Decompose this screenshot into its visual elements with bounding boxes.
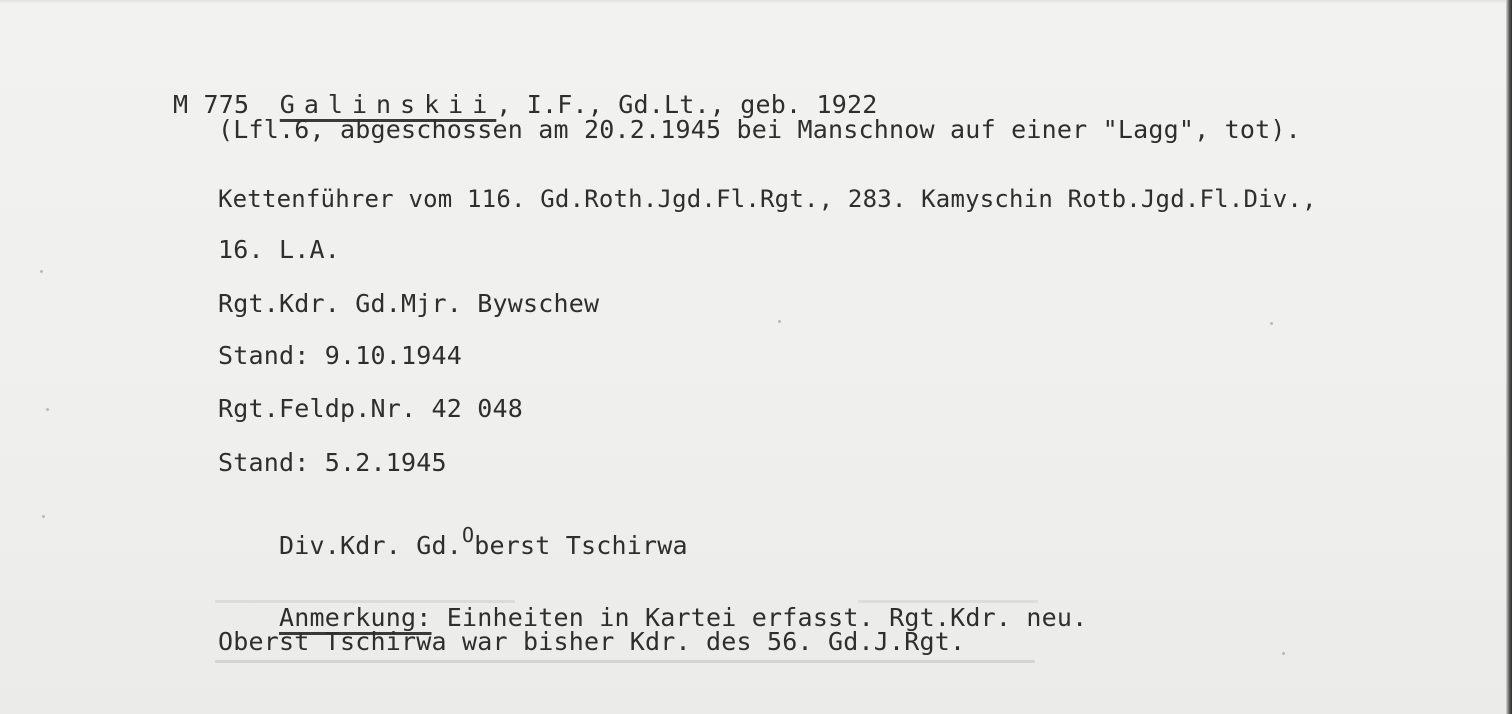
paper-speck: [42, 515, 45, 518]
paper-speck: [778, 320, 781, 323]
paper-speck: [40, 270, 43, 273]
line-9-superscript: O: [462, 523, 475, 547]
line-9-suffix: berst Tschirwa: [474, 531, 688, 560]
record-line-3: Kettenführer vom 116. Gd.Roth.Jgd.Fl.Rgt., 283. Kamyschin Rotb.Jgd.Fl.Div.,: [218, 185, 1317, 213]
record-line-2: (Lfl.6, abgeschossen am 20.2.1945 bei Manschnow auf einer "Lagg", tot).: [218, 115, 1301, 144]
record-line-11: Oberst Tschirwa war bisher Kdr. des 56. Gd.J.Rgt.: [218, 627, 966, 656]
line-9-prefix: Div.Kdr. Gd.: [279, 531, 463, 560]
smudge-mark: [215, 660, 1035, 663]
smudge-mark: [858, 600, 1038, 603]
note-label: Anmerkung:: [279, 603, 432, 632]
card-right-edge: [1506, 0, 1512, 714]
record-line-6: Stand: 9.10.1944: [218, 341, 463, 370]
smudge-mark: [215, 600, 515, 603]
record-number: M 775: [173, 90, 250, 119]
record-name: Galinskii: [279, 90, 497, 119]
record-line-7: Rgt.Feldp.Nr. 42 048: [218, 394, 524, 423]
paper-speck: [1282, 652, 1285, 655]
record-name-punct: ,: [496, 90, 512, 119]
record-line-5: Rgt.Kdr. Gd.Mjr. Bywschew: [218, 289, 600, 318]
paper-speck: [1270, 322, 1273, 325]
record-line-4: 16. L.A.: [218, 235, 341, 264]
record-line-8: Stand: 5.2.1945: [218, 448, 447, 477]
note-text: Einheiten in Kartei erfasst. Rgt.Kdr. neu.: [431, 603, 1088, 632]
record-header-details: I.F., Gd.Lt., geb. 1922: [511, 90, 878, 119]
paper-speck: [46, 408, 49, 411]
card-top-edge: [0, 0, 1512, 4]
